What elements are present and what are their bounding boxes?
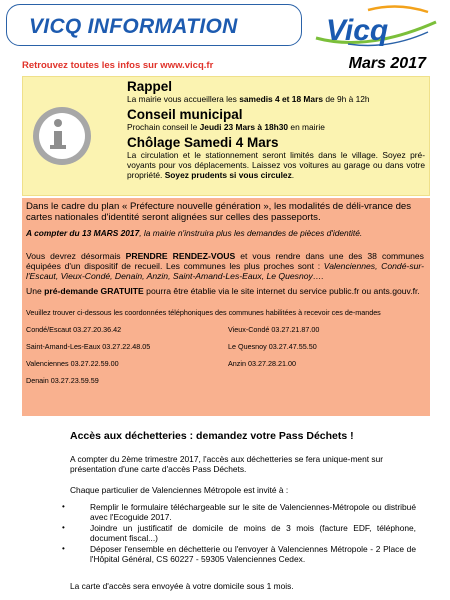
info-icon: [33, 107, 91, 165]
phone-entry: Valenciennes 03.27.22.59.00: [26, 358, 119, 368]
notice-title: Rappel: [127, 79, 173, 94]
dechets-title: Accès aux déchetteries : demandez votre Pass Déchets !: [70, 430, 354, 442]
notice-text: Prochain conseil le Jeudi 23 Mars à 18h30 en mairie: [127, 122, 325, 132]
list-item: • Joindre un justificatif de domicile de moins de 3 mois (facture EDF, téléphone, document fiscal...): [62, 523, 416, 543]
notices-list: [127, 79, 425, 183]
dechets-intro-paragraph: A compter du 2ème trimestre 2017, l'accès aux déchetteries se fera unique-ment sur présentation d'une carte d'accès Pass Déchets.: [70, 454, 384, 474]
notice-title: Conseil municipal: [127, 107, 243, 122]
id-deadline-paragraph: A compter du 13 MARS 2017, la mairie n'instruira plus les demandes de pièces d'identité.: [26, 227, 363, 238]
phone-intro-paragraph: Veuillez trouver ci-dessous les coordonnées téléphoniques des communes habilitées à recevoir ces de-mandes: [26, 307, 381, 317]
dechets-invite-paragraph: Chaque particulier de Valenciennes Métropole est invité à :: [70, 485, 289, 495]
notice-text: La mairie vous accueillera les samedis 4 et 18 Mars de 9h à 12h: [127, 94, 370, 104]
list-item: • Remplir le formulaire téléchargeable sur le site de Valenciennes-Métropole ou distribué avec l'Ecoguide 2017.: [62, 502, 416, 522]
list-item: • Déposer l'ensemble en déchetterie ou l'envoyer à Valenciennes Métropole - 2 Place de l'Hôpital Général, CS 60227 - 59305 Valenciennes Cedex.: [62, 544, 416, 564]
notice-title: Chôlage Samedi 4 Mars: [127, 135, 279, 150]
phone-entry: Le Quesnoy 03.27.47.55.50: [228, 341, 317, 351]
phone-entry: Saint-Amand-Les-Eaux 03.27.22.48.05: [26, 341, 151, 351]
bullet-icon: •: [62, 523, 65, 532]
dechets-steps-list: [56, 502, 416, 565]
logo-text: Vicq: [326, 14, 389, 47]
phone-entry: Condé/Escaut 03.27.20.36.42: [26, 324, 122, 334]
dechets-delivery-paragraph: La carte d'accès sera envoyée à votre domicile sous 1 mois.: [70, 581, 294, 591]
phone-entry: Anzin 03.27.28.21.00: [228, 358, 296, 368]
id-predemande-paragraph: Une pré-demande GRATUITE pourra être établie via le site internet du service public.fr ou ants.gouv.fr.: [26, 285, 420, 296]
bullet-icon: •: [62, 502, 65, 511]
phone-entry: Denain 03.27.23.59.59: [26, 375, 99, 385]
phone-list: [26, 325, 424, 395]
issue-date: Mars 2017: [348, 55, 426, 72]
notice-cholage: [127, 135, 425, 180]
notices-box: [22, 76, 430, 196]
notice-text: La circulation et le stationnement seront limités dans le village. Soyez pré-voyants pour vos déplacements. Laissez vos voitures au garage ou dans votre propriété. Soyez prudents si vous circulez.: [127, 150, 425, 180]
id-intro-paragraph: Dans le cadre du plan « Préfecture nouvelle génération », les modalités de déli-vrance des cartes nationales d'identité seront alignées sur celles des passeports.: [26, 201, 412, 224]
notice-conseil: [127, 107, 425, 132]
newsletter-title: VICQ INFORMATION: [29, 15, 238, 38]
vicq-logo: [308, 2, 444, 52]
id-appointment-paragraph: Vous devrez désormais PRENDRE RENDEZ-VOUS et vous rendre dans une des 38 communes équipées d'un dispositif de recueil. Les communes les plus proches sont : Valenciennes, Condé-sur-l'Escaut, Vieux-Condé, Denain, Anzin, Saint-Amand-Les-Eaux, Le Quesnoy….: [26, 250, 424, 281]
id-cards-box: [22, 198, 430, 416]
website-tagline: Retrouvez toutes les infos sur www.vicq.fr: [22, 60, 214, 71]
bullet-icon: •: [62, 544, 65, 553]
phone-entry: Vieux-Condé 03.27.21.87.00: [228, 324, 320, 334]
header-title-box: [6, 4, 302, 46]
notice-rappel: [127, 79, 425, 104]
